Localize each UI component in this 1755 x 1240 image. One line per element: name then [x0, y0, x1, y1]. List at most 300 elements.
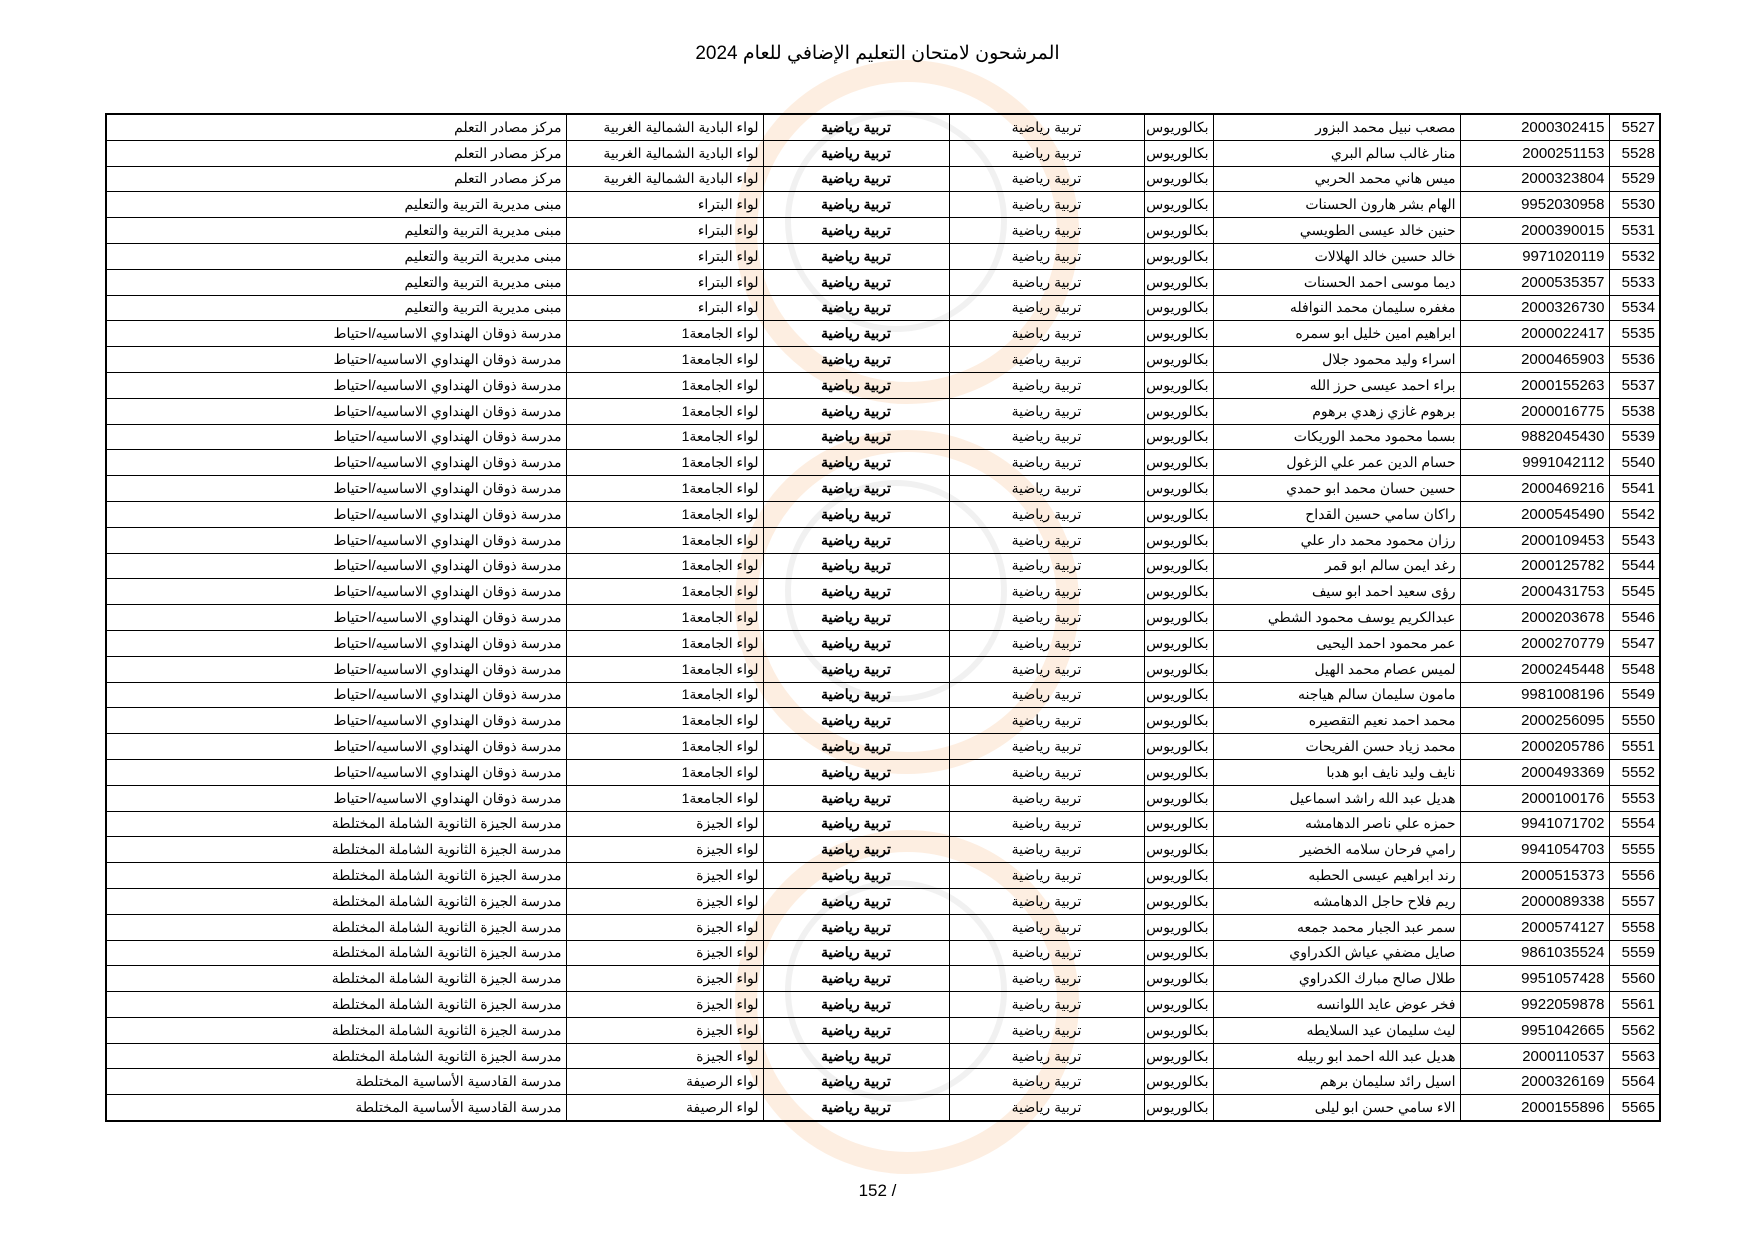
district-cell: لواء الجامعة1 [566, 759, 763, 785]
national-id-cell: 2000089338 [1460, 888, 1609, 914]
exam-center-cell: مدرسة الجيزة الثانوية الشاملة المختلطة [106, 837, 566, 863]
district-cell: لواء الجيزة [566, 888, 763, 914]
district-cell: لواء الجامعة1 [566, 734, 763, 760]
exam-center-cell: مدرسة الجيزة الثانوية الشاملة المختلطة [106, 1017, 566, 1043]
candidate-name-cell: حمزه علي ناصر الدهامشه [1213, 811, 1460, 837]
table-row [106, 605, 1660, 631]
seq-number-cell: 5550 [1609, 708, 1660, 734]
table-row [106, 347, 1660, 373]
seq-number-cell: 5558 [1609, 914, 1660, 940]
seq-number-cell: 5559 [1609, 940, 1660, 966]
seq-number-cell: 5564 [1609, 1069, 1660, 1095]
degree-cell: بكالوريوس [1144, 218, 1213, 244]
degree-cell: بكالوريوس [1144, 940, 1213, 966]
seq-number-cell: 5538 [1609, 398, 1660, 424]
candidate-name-cell: محمد احمد نعيم التقصيره [1213, 708, 1460, 734]
national-id-cell: 2000515373 [1460, 863, 1609, 889]
degree-cell: بكالوريوس [1144, 656, 1213, 682]
exam-center-cell: مدرسة القادسية الأساسية المختلطة [106, 1095, 566, 1121]
seq-number-cell: 5549 [1609, 682, 1660, 708]
table-row [106, 888, 1660, 914]
national-id-cell: 2000125782 [1460, 553, 1609, 579]
specialization-cell: تربية رياضية [949, 295, 1144, 321]
district-cell: لواء الجامعة1 [566, 630, 763, 656]
seq-number-cell: 5539 [1609, 424, 1660, 450]
national-id-cell: 2000205786 [1460, 734, 1609, 760]
table-row [106, 166, 1660, 192]
national-id-cell: 2000251153 [1460, 140, 1609, 166]
table-row [106, 734, 1660, 760]
candidate-name-cell: بسما محمود محمد الوريكات [1213, 424, 1460, 450]
exam-subject-cell: تربية رياضية [763, 605, 949, 631]
district-cell: لواء الجيزة [566, 1017, 763, 1043]
district-cell: لواء الجيزة [566, 811, 763, 837]
candidate-name-cell: عبدالكريم يوسف محمود الشطي [1213, 605, 1460, 631]
table-row [106, 372, 1660, 398]
seq-number-cell: 5552 [1609, 759, 1660, 785]
table-row [106, 269, 1660, 295]
page-number: 152 / [858, 1181, 897, 1200]
candidate-name-cell: اسيل رائد سليمان برهم [1213, 1069, 1460, 1095]
district-cell: لواء الجامعة1 [566, 424, 763, 450]
national-id-cell: 2000109453 [1460, 527, 1609, 553]
candidate-name-cell: اسراء وليد محمود جلال [1213, 347, 1460, 373]
exam-center-cell: مركز مصادر التعلم [106, 140, 566, 166]
table-row [106, 398, 1660, 424]
district-cell: لواء الجيزة [566, 992, 763, 1018]
exam-center-cell: مبنى مديرية التربية والتعليم [106, 295, 566, 321]
candidate-name-cell: رؤى سعيد احمد ابو سيف [1213, 579, 1460, 605]
table-row [106, 837, 1660, 863]
exam-subject-cell: تربية رياضية [763, 450, 949, 476]
candidate-name-cell: محمد زياد حسن الفريحات [1213, 734, 1460, 760]
table-row [106, 321, 1660, 347]
national-id-cell: 2000302415 [1460, 114, 1609, 140]
seq-number-cell: 5546 [1609, 605, 1660, 631]
candidate-name-cell: رغد ايمن سالم ابو قمر [1213, 553, 1460, 579]
exam-subject-cell: تربية رياضية [763, 863, 949, 889]
exam-subject-cell: تربية رياضية [763, 218, 949, 244]
national-id-cell: 2000022417 [1460, 321, 1609, 347]
district-cell: لواء الرصيفة [566, 1095, 763, 1121]
exam-subject-cell: تربية رياضية [763, 966, 949, 992]
national-id-cell: 2000545490 [1460, 501, 1609, 527]
specialization-cell: تربية رياضية [949, 372, 1144, 398]
seq-number-cell: 5562 [1609, 1017, 1660, 1043]
table-row [106, 140, 1660, 166]
table-row [106, 863, 1660, 889]
district-cell: لواء الجامعة1 [566, 527, 763, 553]
district-cell: لواء الجامعة1 [566, 605, 763, 631]
seq-number-cell: 5527 [1609, 114, 1660, 140]
national-id-cell: 9882045430 [1460, 424, 1609, 450]
district-cell: لواء الجيزة [566, 837, 763, 863]
exam-center-cell: مدرسة الجيزة الثانوية الشاملة المختلطة [106, 863, 566, 889]
table-row [106, 1017, 1660, 1043]
exam-center-cell: مدرسة ذوقان الهنداوي الاساسيه/احتياط [106, 372, 566, 398]
district-cell: لواء الجامعة1 [566, 553, 763, 579]
specialization-cell: تربية رياضية [949, 476, 1144, 502]
candidate-name-cell: مغفره سليمان محمد النوافله [1213, 295, 1460, 321]
specialization-cell: تربية رياضية [949, 888, 1144, 914]
seq-number-cell: 5544 [1609, 553, 1660, 579]
table-row [106, 295, 1660, 321]
exam-subject-cell: تربية رياضية [763, 347, 949, 373]
exam-subject-cell: تربية رياضية [763, 785, 949, 811]
national-id-cell: 9941071702 [1460, 811, 1609, 837]
exam-center-cell: مدرسة ذوقان الهنداوي الاساسيه/احتياط [106, 656, 566, 682]
candidate-name-cell: ميس هاني محمد الحربي [1213, 166, 1460, 192]
candidate-name-cell: لميس عصام محمد الهيل [1213, 656, 1460, 682]
seq-number-cell: 5563 [1609, 1043, 1660, 1069]
exam-center-cell: مدرسة ذوقان الهنداوي الاساسيه/احتياط [106, 527, 566, 553]
exam-center-cell: مدرسة ذوقان الهنداوي الاساسيه/احتياط [106, 501, 566, 527]
national-id-cell: 2000245448 [1460, 656, 1609, 682]
national-id-cell: 2000535357 [1460, 269, 1609, 295]
candidate-name-cell: رامي فرحان سلامه الخضير [1213, 837, 1460, 863]
degree-cell: بكالوريوس [1144, 1069, 1213, 1095]
district-cell: لواء الجامعة1 [566, 708, 763, 734]
national-id-cell: 9991042112 [1460, 450, 1609, 476]
national-id-cell: 2000493369 [1460, 759, 1609, 785]
district-cell: لواء الرصيفة [566, 1069, 763, 1095]
exam-subject-cell: تربية رياضية [763, 837, 949, 863]
candidate-name-cell: هديل عبد الله احمد ابو ربيله [1213, 1043, 1460, 1069]
table-row [106, 1095, 1660, 1121]
degree-cell: بكالوريوس [1144, 837, 1213, 863]
national-id-cell: 2000203678 [1460, 605, 1609, 631]
specialization-cell: تربية رياضية [949, 166, 1144, 192]
exam-center-cell: مدرسة القادسية الأساسية المختلطة [106, 1069, 566, 1095]
exam-center-cell: مدرسة الجيزة الثانوية الشاملة المختلطة [106, 914, 566, 940]
exam-center-cell: مبنى مديرية التربية والتعليم [106, 269, 566, 295]
degree-cell: بكالوريوس [1144, 605, 1213, 631]
specialization-cell: تربية رياضية [949, 579, 1144, 605]
national-id-cell: 9941054703 [1460, 837, 1609, 863]
national-id-cell: 9951057428 [1460, 966, 1609, 992]
seq-number-cell: 5557 [1609, 888, 1660, 914]
exam-subject-cell: تربية رياضية [763, 553, 949, 579]
exam-subject-cell: تربية رياضية [763, 630, 949, 656]
degree-cell: بكالوريوس [1144, 192, 1213, 218]
seq-number-cell: 5547 [1609, 630, 1660, 656]
exam-subject-cell: تربية رياضية [763, 243, 949, 269]
exam-center-cell: مركز مصادر التعلم [106, 114, 566, 140]
specialization-cell: تربية رياضية [949, 1043, 1144, 1069]
exam-center-cell: مدرسة ذوقان الهنداوي الاساسيه/احتياط [106, 398, 566, 424]
seq-number-cell: 5553 [1609, 785, 1660, 811]
degree-cell: بكالوريوس [1144, 966, 1213, 992]
exam-center-cell: مدرسة ذوقان الهنداوي الاساسيه/احتياط [106, 553, 566, 579]
seq-number-cell: 5554 [1609, 811, 1660, 837]
national-id-cell: 9952030958 [1460, 192, 1609, 218]
candidate-name-cell: عمر محمود احمد اليحيى [1213, 630, 1460, 656]
specialization-cell: تربية رياضية [949, 321, 1144, 347]
exam-subject-cell: تربية رياضية [763, 114, 949, 140]
exam-center-cell: مدرسة ذوقان الهنداوي الاساسيه/احتياط [106, 579, 566, 605]
district-cell: لواء الجيزة [566, 914, 763, 940]
table-row [106, 1043, 1660, 1069]
exam-subject-cell: تربية رياضية [763, 1069, 949, 1095]
exam-subject-cell: تربية رياضية [763, 656, 949, 682]
exam-subject-cell: تربية رياضية [763, 914, 949, 940]
exam-subject-cell: تربية رياضية [763, 295, 949, 321]
degree-cell: بكالوريوس [1144, 501, 1213, 527]
seq-number-cell: 5536 [1609, 347, 1660, 373]
district-cell: لواء البتراء [566, 243, 763, 269]
specialization-cell: تربية رياضية [949, 785, 1144, 811]
table-row [106, 424, 1660, 450]
table-row [106, 501, 1660, 527]
degree-cell: بكالوريوس [1144, 398, 1213, 424]
national-id-cell: 2000270779 [1460, 630, 1609, 656]
table-row [106, 527, 1660, 553]
table-row [106, 553, 1660, 579]
national-id-cell: 2000469216 [1460, 476, 1609, 502]
seq-number-cell: 5555 [1609, 837, 1660, 863]
degree-cell: بكالوريوس [1144, 914, 1213, 940]
district-cell: لواء الجيزة [566, 863, 763, 889]
table-row [106, 476, 1660, 502]
district-cell: لواء الجامعة1 [566, 682, 763, 708]
degree-cell: بكالوريوس [1144, 785, 1213, 811]
candidates-table [105, 113, 1661, 1122]
exam-center-cell: مدرسة ذوقان الهنداوي الاساسيه/احتياط [106, 476, 566, 502]
degree-cell: بكالوريوس [1144, 1017, 1213, 1043]
national-id-cell: 9981008196 [1460, 682, 1609, 708]
specialization-cell: تربية رياضية [949, 450, 1144, 476]
degree-cell: بكالوريوس [1144, 321, 1213, 347]
specialization-cell: تربية رياضية [949, 940, 1144, 966]
candidate-name-cell: الهام بشر هارون الحسنات [1213, 192, 1460, 218]
seq-number-cell: 5561 [1609, 992, 1660, 1018]
national-id-cell: 2000465903 [1460, 347, 1609, 373]
specialization-cell: تربية رياضية [949, 1095, 1144, 1121]
exam-center-cell: مبنى مديرية التربية والتعليم [106, 192, 566, 218]
candidate-name-cell: منار غالب سالم البري [1213, 140, 1460, 166]
degree-cell: بكالوريوس [1144, 476, 1213, 502]
candidate-name-cell: صايل مضفي عياش الكدراوي [1213, 940, 1460, 966]
candidate-name-cell: برهوم غازي زهدي برهوم [1213, 398, 1460, 424]
exam-subject-cell: تربية رياضية [763, 888, 949, 914]
district-cell: لواء الجامعة1 [566, 579, 763, 605]
exam-subject-cell: تربية رياضية [763, 501, 949, 527]
degree-cell: بكالوريوس [1144, 243, 1213, 269]
exam-subject-cell: تربية رياضية [763, 527, 949, 553]
exam-subject-cell: تربية رياضية [763, 579, 949, 605]
district-cell: لواء الجامعة1 [566, 785, 763, 811]
degree-cell: بكالوريوس [1144, 1095, 1213, 1121]
seq-number-cell: 5535 [1609, 321, 1660, 347]
national-id-cell: 2000016775 [1460, 398, 1609, 424]
specialization-cell: تربية رياضية [949, 914, 1144, 940]
degree-cell: بكالوريوس [1144, 140, 1213, 166]
exam-subject-cell: تربية رياضية [763, 166, 949, 192]
district-cell: لواء الجامعة1 [566, 347, 763, 373]
specialization-cell: تربية رياضية [949, 243, 1144, 269]
district-cell: لواء البتراء [566, 295, 763, 321]
degree-cell: بكالوريوس [1144, 863, 1213, 889]
seq-number-cell: 5537 [1609, 372, 1660, 398]
candidate-name-cell: فخر عوض عايد اللوانسه [1213, 992, 1460, 1018]
national-id-cell: 9951042665 [1460, 1017, 1609, 1043]
specialization-cell: تربية رياضية [949, 269, 1144, 295]
seq-number-cell: 5532 [1609, 243, 1660, 269]
exam-subject-cell: تربية رياضية [763, 424, 949, 450]
specialization-cell: تربية رياضية [949, 347, 1144, 373]
seq-number-cell: 5556 [1609, 863, 1660, 889]
exam-subject-cell: تربية رياضية [763, 992, 949, 1018]
exam-subject-cell: تربية رياضية [763, 734, 949, 760]
degree-cell: بكالوريوس [1144, 450, 1213, 476]
candidate-name-cell: سمر عبد الجبار محمد جمعه [1213, 914, 1460, 940]
table-row [106, 992, 1660, 1018]
national-id-cell: 2000431753 [1460, 579, 1609, 605]
candidate-name-cell: ابراهيم امين خليل ابو سمره [1213, 321, 1460, 347]
exam-subject-cell: تربية رياضية [763, 398, 949, 424]
district-cell: لواء الجامعة1 [566, 476, 763, 502]
seq-number-cell: 5529 [1609, 166, 1660, 192]
exam-subject-cell: تربية رياضية [763, 708, 949, 734]
specialization-cell: تربية رياضية [949, 140, 1144, 166]
degree-cell: بكالوريوس [1144, 811, 1213, 837]
specialization-cell: تربية رياضية [949, 527, 1144, 553]
degree-cell: بكالوريوس [1144, 295, 1213, 321]
national-id-cell: 9922059878 [1460, 992, 1609, 1018]
national-id-cell: 9861035524 [1460, 940, 1609, 966]
specialization-cell: تربية رياضية [949, 759, 1144, 785]
specialization-cell: تربية رياضية [949, 682, 1144, 708]
specialization-cell: تربية رياضية [949, 1017, 1144, 1043]
district-cell: لواء البادية الشمالية الغربية [566, 140, 763, 166]
specialization-cell: تربية رياضية [949, 192, 1144, 218]
candidate-name-cell: مامون سليمان سالم هياجنه [1213, 682, 1460, 708]
seq-number-cell: 5533 [1609, 269, 1660, 295]
degree-cell: بكالوريوس [1144, 166, 1213, 192]
exam-center-cell: مدرسة ذوقان الهنداوي الاساسيه/احتياط [106, 321, 566, 347]
degree-cell: بكالوريوس [1144, 759, 1213, 785]
table-row [106, 914, 1660, 940]
specialization-cell: تربية رياضية [949, 630, 1144, 656]
district-cell: لواء الجامعة1 [566, 398, 763, 424]
specialization-cell: تربية رياضية [949, 863, 1144, 889]
specialization-cell: تربية رياضية [949, 966, 1144, 992]
district-cell: لواء البتراء [566, 218, 763, 244]
national-id-cell: 2000574127 [1460, 914, 1609, 940]
exam-center-cell: مدرسة ذوقان الهنداوي الاساسيه/احتياط [106, 424, 566, 450]
degree-cell: بكالوريوس [1144, 114, 1213, 140]
specialization-cell: تربية رياضية [949, 734, 1144, 760]
exam-center-cell: مدرسة ذوقان الهنداوي الاساسيه/احتياط [106, 734, 566, 760]
exam-center-cell: مدرسة ذوقان الهنداوي الاساسيه/احتياط [106, 759, 566, 785]
table-row [106, 811, 1660, 837]
district-cell: لواء الجيزة [566, 940, 763, 966]
district-cell: لواء الجامعة1 [566, 321, 763, 347]
district-cell: لواء البتراء [566, 269, 763, 295]
exam-center-cell: مركز مصادر التعلم [106, 166, 566, 192]
candidate-name-cell: حسين حسان محمد ابو حمدي [1213, 476, 1460, 502]
degree-cell: بكالوريوس [1144, 630, 1213, 656]
exam-center-cell: مدرسة الجيزة الثانوية الشاملة المختلطة [106, 1043, 566, 1069]
exam-subject-cell: تربية رياضية [763, 192, 949, 218]
district-cell: لواء الجامعة1 [566, 450, 763, 476]
seq-number-cell: 5530 [1609, 192, 1660, 218]
specialization-cell: تربية رياضية [949, 656, 1144, 682]
degree-cell: بكالوريوس [1144, 682, 1213, 708]
seq-number-cell: 5540 [1609, 450, 1660, 476]
district-cell: لواء الجامعة1 [566, 372, 763, 398]
table-row [106, 785, 1660, 811]
candidate-name-cell: براء احمد عيسى حرز الله [1213, 372, 1460, 398]
national-id-cell: 2000256095 [1460, 708, 1609, 734]
specialization-cell: تربية رياضية [949, 553, 1144, 579]
exam-subject-cell: تربية رياضية [763, 269, 949, 295]
exam-subject-cell: تربية رياضية [763, 140, 949, 166]
seq-number-cell: 5534 [1609, 295, 1660, 321]
district-cell: لواء البادية الشمالية الغربية [566, 114, 763, 140]
candidate-name-cell: حنين خالد عيسى الطويسي [1213, 218, 1460, 244]
degree-cell: بكالوريوس [1144, 1043, 1213, 1069]
degree-cell: بكالوريوس [1144, 527, 1213, 553]
candidate-name-cell: ديما موسى احمد الحسنات [1213, 269, 1460, 295]
seq-number-cell: 5560 [1609, 966, 1660, 992]
seq-number-cell: 5548 [1609, 656, 1660, 682]
seq-number-cell: 5543 [1609, 527, 1660, 553]
district-cell: لواء الجامعة1 [566, 656, 763, 682]
exam-subject-cell: تربية رياضية [763, 321, 949, 347]
national-id-cell: 2000100176 [1460, 785, 1609, 811]
table-row [106, 1069, 1660, 1095]
national-id-cell: 2000390015 [1460, 218, 1609, 244]
seq-number-cell: 5531 [1609, 218, 1660, 244]
specialization-cell: تربية رياضية [949, 605, 1144, 631]
degree-cell: بكالوريوس [1144, 708, 1213, 734]
exam-center-cell: مدرسة ذوقان الهنداوي الاساسيه/احتياط [106, 605, 566, 631]
degree-cell: بكالوريوس [1144, 992, 1213, 1018]
table-row [106, 940, 1660, 966]
exam-subject-cell: تربية رياضية [763, 1095, 949, 1121]
candidate-name-cell: مصعب نبيل محمد البزور [1213, 114, 1460, 140]
page-title: المرشحون لامتحان التعليم الإضافي للعام 2024 [695, 43, 1060, 64]
table-row [106, 630, 1660, 656]
table-row [106, 450, 1660, 476]
exam-center-cell: مدرسة ذوقان الهنداوي الاساسيه/احتياط [106, 682, 566, 708]
degree-cell: بكالوريوس [1144, 372, 1213, 398]
specialization-cell: تربية رياضية [949, 114, 1144, 140]
exam-center-cell: مدرسة ذوقان الهنداوي الاساسيه/احتياط [106, 347, 566, 373]
exam-center-cell: مدرسة الجيزة الثانوية الشاملة المختلطة [106, 811, 566, 837]
national-id-cell: 2000323804 [1460, 166, 1609, 192]
candidate-name-cell: رزان محمود محمد دار علي [1213, 527, 1460, 553]
specialization-cell: تربية رياضية [949, 1069, 1144, 1095]
candidate-name-cell: حسام الدين عمر علي الزغول [1213, 450, 1460, 476]
exam-subject-cell: تربية رياضية [763, 372, 949, 398]
exam-center-cell: مدرسة الجيزة الثانوية الشاملة المختلطة [106, 992, 566, 1018]
exam-subject-cell: تربية رياضية [763, 1017, 949, 1043]
exam-center-cell: مدرسة ذوقان الهنداوي الاساسيه/احتياط [106, 630, 566, 656]
specialization-cell: تربية رياضية [949, 218, 1144, 244]
specialization-cell: تربية رياضية [949, 424, 1144, 450]
national-id-cell: 9971020119 [1460, 243, 1609, 269]
degree-cell: بكالوريوس [1144, 734, 1213, 760]
candidate-name-cell: راكان سامي حسين القداح [1213, 501, 1460, 527]
national-id-cell: 2000155896 [1460, 1095, 1609, 1121]
exam-subject-cell: تربية رياضية [763, 940, 949, 966]
specialization-cell: تربية رياضية [949, 398, 1144, 424]
exam-subject-cell: تربية رياضية [763, 682, 949, 708]
table-row [106, 218, 1660, 244]
candidate-name-cell: خالد حسين خالد الهلالات [1213, 243, 1460, 269]
